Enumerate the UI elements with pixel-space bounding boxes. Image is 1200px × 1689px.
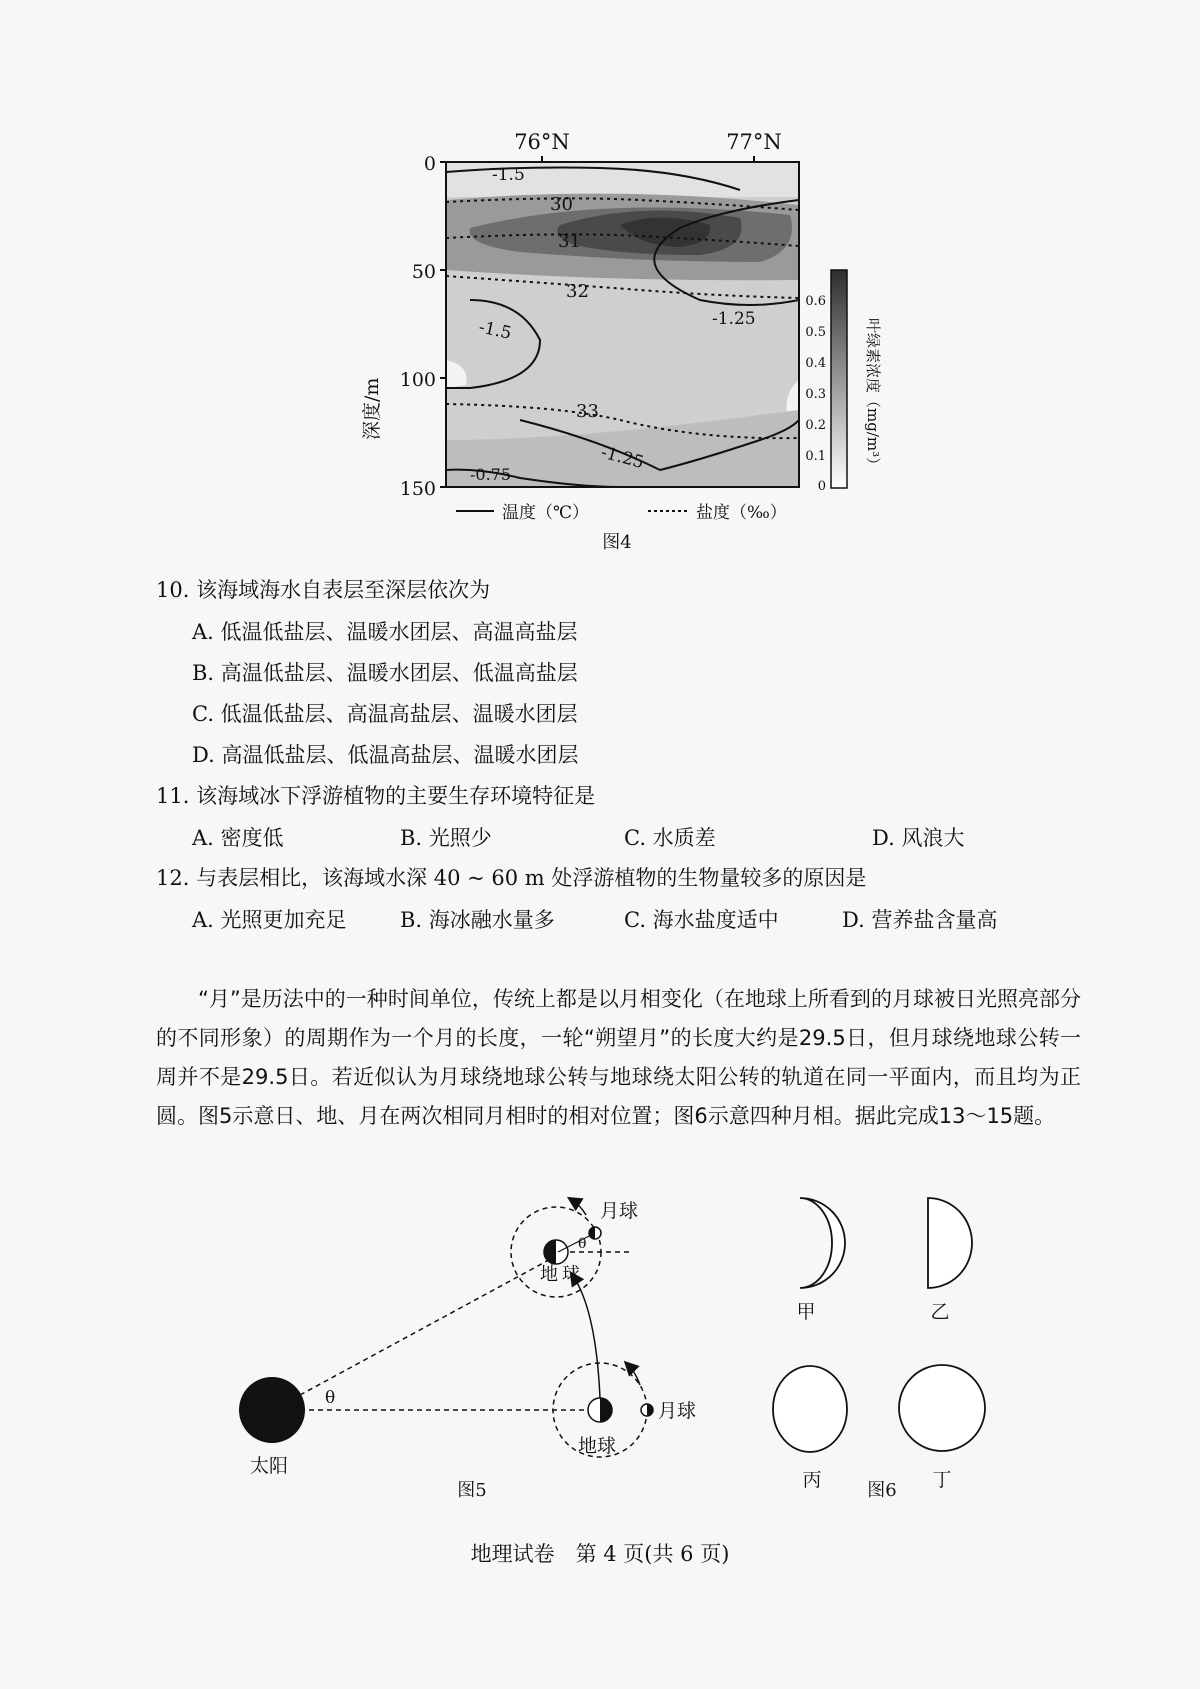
question-12-option-a: A. 光照更加充足 [192,908,347,932]
figure5-diagram [200,1180,760,1510]
theta-earth: θ [578,1236,587,1252]
moon-phase-bing [773,1366,847,1452]
lat-label-76: 76°N [514,130,570,154]
moon-phase-yi [928,1198,972,1288]
colorbar-label: 叶绿素浓度（mg/m³） [864,318,882,473]
phase-label-jia: 甲 [796,1301,816,1323]
earth-label-upper-2: 球 [562,1264,580,1285]
cb-tick-0: 0 [817,479,826,494]
figure6-caption: 图6 [867,1480,897,1501]
temp-label-right: -1.25 [712,309,756,329]
temp-label-top: -1.5 [492,165,525,185]
question-11-option-c: C. 水质差 [624,826,716,850]
question-11-stem: 11. 该海域冰下浮游植物的主要生存环境特征是 [156,784,596,808]
salt-label-33: 33 [576,401,599,422]
temp-label-bottom: -1.25 [598,442,647,474]
question-10-option-b: B. 高温低盐层、温暖水团层、低温高盐层 [192,661,578,685]
question-11-option-d: D. 风浪大 [872,826,965,850]
salt-label-31: 31 [558,231,581,252]
depth-tick-0: 0 [423,153,436,175]
question-10-option-d: D. 高温低盐层、低温高盐层、温暖水团层 [192,743,579,767]
question-12-option-c: C. 海水盐度适中 [624,908,779,932]
passage: “月”是历法中的一种时间单位，传统上都是以月相变化（在地球上所看到的月球被日光照亮部分的不同形象）的周期作为一个月的长度，一轮“朔望月”的长度大约是29.5日，但月球绕地球公转一周并不是29.5日。若近似认为月球绕地球公转与地球绕太阳公转的轨道在同一平面内，而且均为正圆。图5示意日、地、月在两次相同月相时的相对位置；图6示意四种月相。据此完成13～15题。 [156,987,1081,1128]
depth-tick-150: 150 [399,478,436,500]
salt-label-32: 32 [566,281,589,302]
colorbar [831,270,847,488]
earth-label-lower: 地球 [578,1435,617,1457]
moon-phase-jia [800,1198,845,1288]
moon-phase-ding [899,1365,985,1451]
question-11-option-b: B. 光照少 [400,826,492,850]
y-axis-label: 深度/m [361,377,383,440]
moon-label-lower: 月球 [658,1400,697,1422]
figure4-caption: 图4 [602,532,632,553]
cb-tick-0.1: 0.1 [805,449,826,464]
cb-tick-0.6: 0.6 [805,294,826,309]
figure6-diagram [760,1190,1020,1510]
figure4-chart [0,0,1200,560]
phase-label-yi: 乙 [930,1301,950,1323]
question-12-option-b: B. 海冰融水量多 [400,908,555,932]
earth-label-upper-1: 地 [540,1264,558,1285]
question-10-stem: 10. 该海域海水自表层至深层依次为 [156,578,491,602]
figure5-caption: 图5 [457,1480,487,1501]
question-10-option-c: C. 低温低盐层、高温高盐层、温暖水团层 [192,702,578,726]
lat-label-77: 77°N [726,130,782,154]
temp-label-corner: -0.75 [470,465,512,484]
question-11-option-a: A. 密度低 [192,826,284,850]
cb-tick-0.3: 0.3 [805,387,826,402]
question-12-option-d: D. 营养盐含量高 [842,908,998,932]
depth-tick-100: 100 [399,369,436,391]
question-10-option-a: A. 低温低盐层、温暖水团层、高温高盐层 [192,620,578,644]
cb-tick-0.2: 0.2 [805,418,826,433]
sun-label: 太阳 [250,1455,289,1477]
theta-sun: θ [325,1388,336,1408]
cb-tick-0.4: 0.4 [805,356,826,371]
cb-tick-0.5: 0.5 [805,325,826,340]
phase-label-ding: 丁 [932,1469,952,1491]
legend-temp: 温度（℃） [502,503,590,523]
phase-label-bing: 丙 [802,1469,822,1491]
page-footer: 地理试卷 第 4 页(共 6 页) [470,1542,730,1566]
moon-label-upper: 月球 [600,1200,639,1222]
sun-disc [239,1377,305,1443]
question-12-stem: 12. 与表层相比，该海域水深 40 ~ 60 m 处浮游植物的生物量较多的原因是 [156,866,867,890]
depth-tick-50: 50 [411,261,436,283]
temp-label-left: -1.5 [476,317,514,344]
salt-label-30: 30 [550,194,573,215]
legend-salt: 盐度（‰） [696,503,787,523]
